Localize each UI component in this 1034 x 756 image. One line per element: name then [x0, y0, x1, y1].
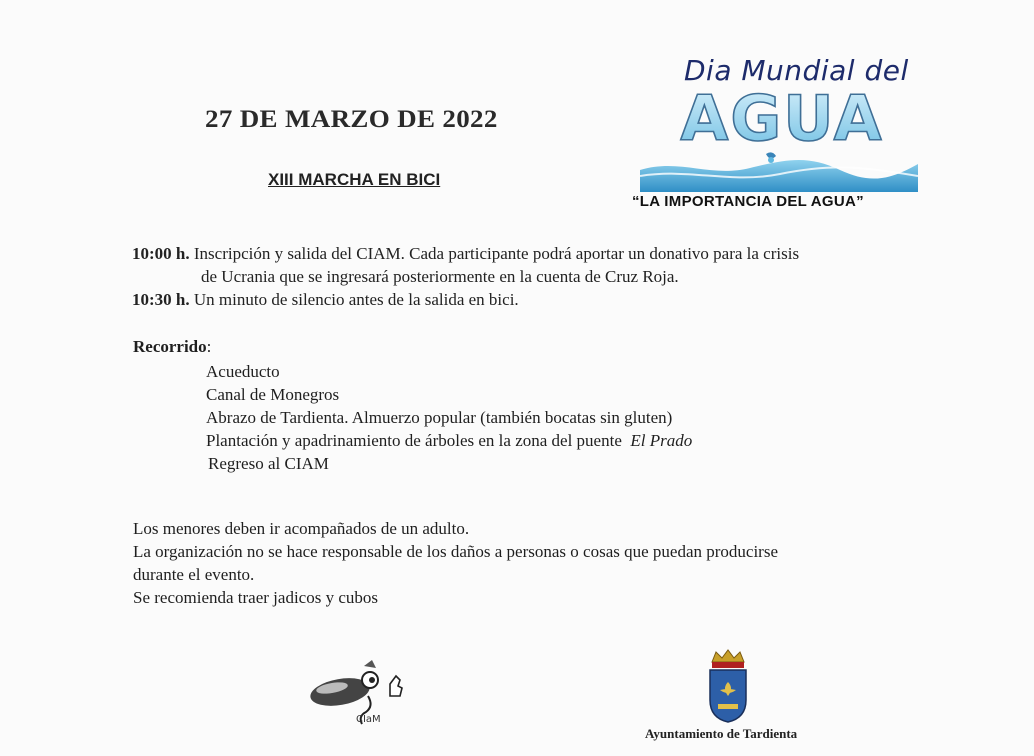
schedule-time: 10:30 h.	[132, 290, 190, 309]
schedule-item	[132, 288, 972, 311]
route-list	[206, 360, 692, 475]
logo-water-wave	[640, 150, 918, 192]
notes-section	[133, 517, 953, 609]
event-subtitle: XIII MARCHA EN BICI	[268, 170, 441, 189]
schedule-time: 10:00 h.	[132, 244, 190, 263]
schedule-text-continuation: de Ucrania que se ingresará posteriormente en la cuenta de Cruz Roja.	[201, 267, 679, 286]
route-place: El Prado	[630, 431, 693, 450]
event-date-title: 27 DE MARZO DE 2022	[205, 106, 498, 133]
route-item	[206, 429, 692, 452]
logo-tagline: “LA IMPORTANCIA DEL AGUA”	[632, 193, 864, 210]
schedule-item	[132, 242, 972, 265]
tardienta-coat-of-arms	[704, 648, 752, 724]
ayuntamiento-label: Ayuntamiento de Tardienta	[645, 726, 798, 741]
route-item: Regreso al CIAM	[208, 454, 329, 473]
schedule-section	[132, 242, 972, 311]
note-line: La organización no se hace responsable de los daños a personas o cosas que puedan producirse	[133, 542, 778, 561]
note-line: Los menores deben ir acompañados de un adulto.	[133, 519, 470, 538]
note-line: durante el evento.	[133, 565, 255, 584]
route-item: Acueducto	[206, 362, 280, 381]
route-item: Canal de Monegros	[206, 385, 340, 404]
logo-agua-wordmark	[676, 84, 888, 150]
schedule-text: Un minuto de silencio antes de la salida en bici.	[193, 290, 519, 309]
route-heading	[133, 337, 211, 357]
note-line: Se recomienda traer jadicos y cubos	[133, 588, 378, 607]
route-item: Abrazo de Tardienta. Almuerzo popular (también bocatas sin gluten)	[206, 408, 673, 427]
ciam-logo	[298, 656, 410, 734]
route-title: Recorrido	[133, 337, 207, 356]
ciam-label: CIaM	[356, 714, 381, 725]
logo-dia-mundial-text: Dia Mundial del	[684, 54, 909, 87]
logo-agua-word: AGUA	[680, 84, 884, 150]
route-item-text: Plantación y apadrinamiento de árboles en la zona del puente	[206, 431, 622, 450]
schedule-text: Inscripción y salida del CIAM. Cada participante podrá aportar un donativo para la crisis	[193, 244, 800, 263]
route-colon: :	[206, 337, 212, 356]
